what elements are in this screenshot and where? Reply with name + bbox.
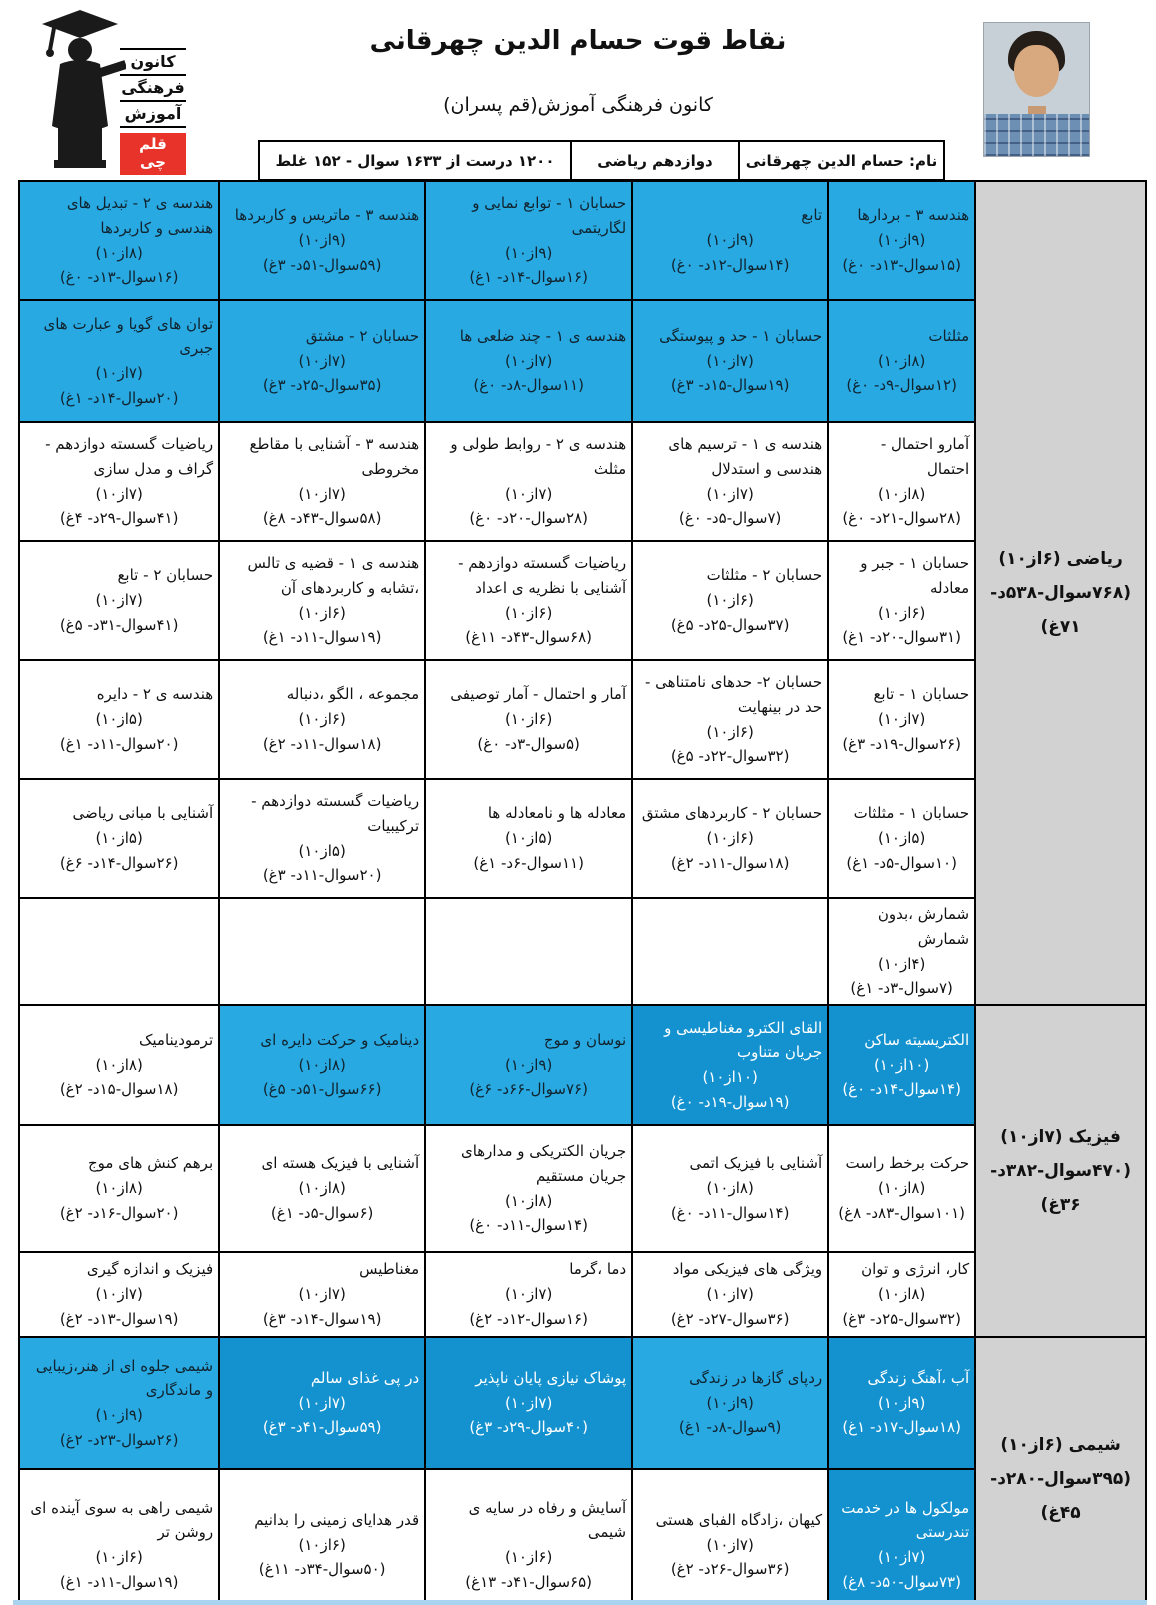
student-info-bar (258, 140, 945, 181)
topic-question-stats: (۱۱سوال-۸د- ۰غ) (473, 376, 584, 395)
topic-score: (۹از۱۰) (706, 231, 754, 250)
topic-cell (828, 541, 975, 660)
topic-score: (۶از۱۰) (504, 710, 553, 729)
logo-word: فرهنگی (120, 76, 186, 102)
topic-score: (۷از۱۰) (95, 1285, 143, 1304)
topic-score: (۶از۱۰) (504, 603, 553, 622)
topic-cell (19, 422, 219, 541)
topic-title: حسابان ۲ - کاربردهای مشتق (641, 804, 823, 823)
topic-question-stats: (۱۶سوال-۱۳د- ۰غ) (59, 268, 179, 287)
topic-score: (۴از۱۰) (877, 954, 926, 973)
empty-cell (632, 898, 828, 1005)
topic-question-stats: (۳۲سوال-۲۵د- ۳غ) (842, 1309, 961, 1328)
topic-title: حرکت برخط راست (845, 1154, 970, 1173)
topic-question-stats: (۵۹سوال-۴۱د- ۳غ) (262, 1418, 382, 1437)
topic-cell (425, 1252, 632, 1337)
topic-title: حسابان ۲ - مشتق (305, 326, 420, 345)
topic-cell (219, 300, 425, 422)
topic-score: (۹از۱۰) (706, 1393, 754, 1412)
topic-cell (828, 779, 975, 898)
topic-question-stats: (۱۸سوال-۱۱د- ۲غ) (262, 734, 382, 753)
topic-question-stats: (۳۵سوال-۲۵د- ۳غ) (262, 376, 382, 395)
topic-cell (632, 541, 828, 660)
table-row (19, 181, 1146, 300)
topic-question-stats: (۴۱سوال-۲۹د- ۴غ) (59, 509, 179, 528)
topic-score: (۹از۱۰) (504, 243, 553, 262)
topic-question-stats: (۲۰سوال-۱۶د- ۲غ) (59, 1203, 179, 1222)
topic-cell (425, 1125, 632, 1252)
topic-score: (۸از۱۰) (877, 484, 926, 503)
topic-cell (19, 1125, 219, 1252)
topic-question-stats: (۱۴سوال-۱۴د- ۰غ) (842, 1080, 961, 1099)
topic-question-stats: (۷۶سوال-۶۶د- ۶غ) (469, 1080, 588, 1099)
topic-question-stats: (۱۴سوال-۱۲د- ۰غ) (670, 255, 790, 274)
topic-question-stats: (۳۶سوال-۲۶د- ۲غ) (670, 1560, 790, 1579)
topic-score: (۷از۱۰) (298, 1393, 346, 1412)
topic-title: هندسه ی ۲ - تبدیل های هندسی و کاربردها (66, 194, 214, 237)
topic-title: حسابان ۱ - جبر و معادله (860, 554, 970, 597)
topic-title: آشنایی با فیزیک اتمی (689, 1154, 823, 1173)
strengths-table (18, 180, 1147, 1605)
topic-score: (۸از۱۰) (95, 1055, 143, 1074)
topic-cell (219, 1469, 425, 1605)
topic-title: برهم کنش های موج (88, 1154, 214, 1173)
topic-cell (425, 660, 632, 779)
topic-score: (۷از۱۰) (298, 1285, 346, 1304)
topic-cell (219, 660, 425, 779)
topic-question-stats: (۱۶سوال-۱۴د- ۱غ) (469, 268, 588, 287)
topic-question-stats: (۱۴سوال-۱۱د- ۰غ) (670, 1203, 790, 1222)
topic-question-stats: (۷سوال-۳د- ۱غ) (850, 979, 953, 998)
topic-cell (219, 1337, 425, 1469)
topic-question-stats: (۱۹سوال-۱۱د- ۱غ) (59, 1572, 179, 1591)
topic-title: شمارش ،بدون شمارش (877, 905, 970, 948)
topic-cell (828, 1005, 975, 1125)
topic-score: (۶از۱۰) (877, 603, 926, 622)
topic-cell (632, 1125, 828, 1252)
topic-score: (۷از۱۰) (504, 1285, 553, 1304)
topic-question-stats: (۴۱سوال-۳۱د- ۵غ) (59, 615, 179, 634)
empty-cell (219, 898, 425, 1005)
topic-score: (۸از۱۰) (877, 1179, 926, 1198)
topic-question-stats: (۲۸سوال-۲۱د- ۰غ) (842, 509, 961, 528)
topic-cell (425, 779, 632, 898)
report-header (0, 0, 1156, 180)
topic-score: (۹از۱۰) (95, 1406, 143, 1424)
topic-question-stats: (۳۱سوال-۲۰د- ۱غ) (842, 628, 961, 647)
topic-question-stats: (۲۶سوال-۱۹د- ۳غ) (842, 734, 961, 753)
topic-question-stats: (۶۶سوال-۵۱د- ۵غ) (262, 1080, 382, 1099)
topic-question-stats: (۲۰سوال-۱۱د- ۱غ) (59, 734, 179, 753)
topic-cell (828, 1125, 975, 1252)
topic-cell (828, 1469, 975, 1605)
topic-cell (19, 1005, 219, 1125)
topic-cell (425, 300, 632, 422)
topic-title: حسابان ۱ - حد و پیوستگی (659, 326, 823, 345)
topic-title: معادله ها و نامعادله ها (487, 804, 627, 823)
topic-score: (۹از۱۰) (877, 231, 926, 250)
topic-question-stats: (۲۸سوال-۲۰د- ۰غ) (469, 509, 588, 528)
student-name: نام: حسام الدین چهرقانی (738, 142, 943, 179)
table-row (19, 1337, 1146, 1469)
topic-title: مغناطیس (359, 1260, 420, 1279)
topic-cell (632, 1005, 828, 1125)
topic-title: هندسه ۳ - آشنایی با مقاطع مخروطی (249, 435, 420, 478)
topic-question-stats: (۱۶سوال-۱۲د- ۲غ) (469, 1309, 588, 1328)
topic-score: (۸از۱۰) (95, 1179, 143, 1198)
topic-title: ریاضیات گسسته دوازدهم - آشنایی با نظریه ی اعداد (458, 554, 627, 597)
topic-question-stats: (۱۱سوال-۶د- ۱غ) (473, 853, 584, 872)
student-grade: دوازدهم ریاضی (570, 142, 738, 179)
topic-score: (۹از۱۰) (504, 1055, 553, 1074)
topic-title: کیهان ،زادگاه الفبای هستی (655, 1510, 823, 1529)
photo-face (1014, 45, 1059, 97)
topic-score: (۷از۱۰) (504, 1393, 553, 1412)
topic-question-stats: (۳۲سوال-۲۲د- ۵غ) (670, 747, 790, 766)
topic-title: حسابان ۲ - تابع (117, 566, 214, 585)
topic-question-stats: (۶سوال-۵د- ۱غ) (270, 1203, 374, 1222)
topic-question-stats: (۶۵سوال-۴۱د- ۱۳غ) (465, 1572, 592, 1591)
topic-score: (۵از۱۰) (877, 829, 926, 848)
section-detail: (۳۹۵سوال-۲۸۰د- ۴۵غ) (990, 1469, 1131, 1523)
topic-title: حسابان ۲ - مثلثات (706, 566, 823, 585)
topic-question-stats: (۹سوال-۸د- ۱غ) (678, 1418, 782, 1437)
topic-title: مجموعه ، الگو ،دنباله (286, 685, 420, 704)
topic-score: (۷از۱۰) (95, 591, 143, 610)
topic-title: قدر هدایای زمینی را بدانیم (254, 1510, 420, 1529)
topic-question-stats: (۶۸سوال-۴۳د- ۱۱غ) (465, 628, 592, 647)
logo-word: آموزش (120, 102, 186, 128)
topic-cell (828, 1252, 975, 1337)
topic-score: (۱۰از۱۰) (873, 1055, 930, 1074)
topic-title: دینامیک و حرکت دایره ای (260, 1030, 420, 1049)
topic-score: (۷از۱۰) (706, 1285, 754, 1304)
topic-title: هندسه ۳ - ماتریس و کاربردها (234, 206, 420, 225)
topic-title: در پی غذای سالم (310, 1368, 420, 1387)
topic-question-stats: (۳۶سوال-۲۷د- ۲غ) (670, 1309, 790, 1328)
topic-title: توان های گویا و عبارت های جبری (43, 314, 214, 358)
topic-cell (828, 422, 975, 541)
topic-cell (632, 422, 828, 541)
topic-score: (۷از۱۰) (298, 351, 346, 370)
topic-title: دما ،گرما (569, 1260, 627, 1279)
topic-score: (۸از۱۰) (877, 1285, 926, 1304)
topic-title: ویژگی های فیزیکی مواد (672, 1260, 823, 1279)
topic-title: آشنایی با مبانی ریاضی (72, 804, 214, 823)
topic-score: (۶از۱۰) (706, 722, 754, 741)
topic-title: آشنایی با فیزیک هسته ای (261, 1154, 420, 1173)
topic-cell (632, 1252, 828, 1337)
topic-question-stats: (۲۰سوال-۱۱د- ۳غ) (262, 866, 382, 885)
topic-question-stats: (۵سوال-۳د- ۰غ) (477, 734, 580, 753)
topic-title: آب ،آهنگ زندگی (867, 1368, 970, 1387)
topic-score: (۵از۱۰) (95, 710, 143, 729)
topic-score: (۶از۱۰) (95, 1548, 143, 1566)
topic-question-stats: (۲۶سوال-۱۴د- ۶غ) (59, 853, 179, 872)
topic-score: (۸از۱۰) (95, 243, 143, 262)
topic-score: (۸از۱۰) (298, 1055, 346, 1074)
topic-score: (۷از۱۰) (877, 1548, 926, 1566)
topic-score: (۷از۱۰) (298, 484, 346, 503)
topic-cell (632, 1469, 828, 1605)
topic-score: (۶از۱۰) (706, 591, 754, 610)
topic-title: الکتریسیته ساکن (864, 1030, 970, 1049)
topic-cell (19, 1252, 219, 1337)
topic-title: ریاضیات گسسته دوازدهم - ترکیبیات (251, 792, 420, 835)
topic-cell (219, 422, 425, 541)
section-label-phys (975, 1005, 1146, 1337)
topic-score: (۸از۱۰) (298, 1179, 346, 1198)
topic-cell (219, 1252, 425, 1337)
topic-cell (425, 422, 632, 541)
topic-cell (828, 300, 975, 422)
topic-question-stats: (۵۸سوال-۴۳د- ۸غ) (262, 509, 382, 528)
topic-cell (19, 541, 219, 660)
topic-cell (632, 660, 828, 779)
topic-question-stats: (۷سوال-۵د- ۰غ) (678, 509, 782, 528)
topic-title: القای الکترو مغناطیسی و جریان متناوب (664, 1018, 823, 1062)
topic-cell (19, 1469, 219, 1605)
topic-question-stats: (۲۰سوال-۱۴د- ۱غ) (59, 388, 179, 407)
topic-cell (219, 181, 425, 300)
topic-question-stats: (۱۸سوال-۱۱د- ۲غ) (670, 853, 790, 872)
topic-score: (۶از۱۰) (504, 1548, 553, 1566)
section-name: فیزیک (۷از۱۰) (1000, 1127, 1121, 1147)
topic-title: نوسان و موج (543, 1030, 627, 1049)
topic-score: (۷از۱۰) (706, 484, 754, 503)
topic-cell (219, 779, 425, 898)
topic-score: (۹از۱۰) (877, 1393, 926, 1412)
topic-cell (19, 660, 219, 779)
topic-cell (219, 1125, 425, 1252)
topic-title: حسابان ۱ - تابع (873, 685, 970, 704)
topic-cell (828, 181, 975, 300)
topic-cell (632, 779, 828, 898)
topic-question-stats: (۱۹سوال-۱۳د- ۲غ) (59, 1309, 179, 1328)
topic-cell (632, 1337, 828, 1469)
topic-title: حسابان ۱ - توابع نمایی و لگاریتمی (472, 194, 627, 237)
topic-cell (425, 1337, 632, 1469)
topic-question-stats: (۱۰سوال-۵د- ۱غ) (846, 853, 957, 872)
topic-question-stats: (۱۴سوال-۱۱د- ۰غ) (469, 1216, 588, 1235)
topic-score: (۷از۱۰) (877, 710, 926, 729)
topic-question-stats: (۱۹سوال-۱۱د- ۱غ) (262, 628, 382, 647)
topic-cell (828, 660, 975, 779)
topic-cell (19, 181, 219, 300)
topic-question-stats: (۲۶سوال-۲۳د- ۲غ) (59, 1430, 179, 1449)
topic-title: پوشاک نیازی پایان ناپذیر (475, 1368, 627, 1387)
topic-title: مولکول ها در خدمت تندرستی (841, 1498, 970, 1542)
topic-title: هندسه ی ۲ - روابط طولی و مثلث (450, 435, 627, 478)
topic-title: تابع (801, 206, 823, 225)
topic-score: (۶از۱۰) (298, 603, 346, 622)
topic-cell (425, 181, 632, 300)
topic-question-stats: (۱۹سوال-۱۴د- ۳غ) (262, 1309, 382, 1328)
topic-title: ترمودینامیک (138, 1030, 214, 1049)
topic-cell (425, 1005, 632, 1125)
topic-score: (۵از۱۰) (95, 829, 143, 848)
topic-score: (۷از۱۰) (706, 351, 754, 370)
topic-title: شیمی راهی به سوی آینده ای روشن تر (30, 1498, 214, 1542)
topic-question-stats: (۷۳سوال-۵۰د- ۸غ) (842, 1572, 961, 1591)
topic-score: (۷از۱۰) (95, 364, 143, 382)
topic-question-stats: (۳۷سوال-۲۵د- ۵غ) (670, 615, 790, 634)
topic-score: (۶از۱۰) (298, 1535, 346, 1554)
student-photo (983, 22, 1090, 157)
topic-score: (۸از۱۰) (504, 1191, 553, 1210)
topic-title: هندسه ۳ - بردارها (857, 206, 970, 225)
photo-shirt (984, 114, 1089, 156)
page-subtitle: کانون فرهنگی آموزش(قم پسران) (443, 94, 713, 116)
topic-cell (632, 300, 828, 422)
topic-question-stats: (۱۹سوال-۱۹د- ۰غ) (670, 1092, 790, 1111)
topic-cell (219, 541, 425, 660)
topic-title: حسابان ۱ - مثلثات (853, 804, 970, 823)
topic-title: هندسه ی ۱ - ترسیم های هندسی و استدلال (668, 435, 823, 478)
topic-title: کار، انرژی و توان (861, 1260, 970, 1279)
topic-score: (۸از۱۰) (706, 1179, 754, 1198)
topic-question-stats: (۴۰سوال-۲۹د- ۳غ) (469, 1418, 588, 1437)
topic-title: ردپای گازها در زندگی (689, 1368, 823, 1387)
student-total-stats: ۱۲۰۰ درست از ۱۶۳۳ سوال - ۱۵۲ غلط (275, 151, 555, 170)
topic-score: (۷از۱۰) (95, 484, 143, 503)
topic-score: (۷از۱۰) (504, 484, 553, 503)
topic-question-stats: (۱۲سوال-۹د- ۰غ) (846, 376, 957, 395)
topic-cell (828, 898, 975, 1005)
ghalamchi-badge: قلم چی (120, 133, 186, 175)
topic-title: هندسه ی ۱ - چند ضلعی ها (459, 326, 627, 345)
page-title: نقاط قوت حسام الدین چهرقانی (369, 26, 787, 56)
empty-cell (19, 898, 219, 1005)
topic-title: آسایش و رفاه در سایه ی شیمی (468, 1498, 627, 1542)
topic-question-stats: (۱۹سوال-۱۵د- ۳غ) (670, 376, 790, 395)
topic-cell (425, 1469, 632, 1605)
logo-word: کانون (120, 48, 186, 76)
topic-cell (19, 779, 219, 898)
topic-score: (۵از۱۰) (504, 829, 553, 848)
topic-title: فیزیک و اندازه گیری (86, 1260, 214, 1279)
table-row (19, 1005, 1146, 1125)
topic-cell (632, 181, 828, 300)
topic-title: مثلثات (928, 326, 970, 345)
empty-cell (425, 898, 632, 1005)
topic-score: (۶از۱۰) (298, 710, 346, 729)
topic-score: (۷از۱۰) (706, 1535, 754, 1554)
section-label-math (975, 181, 1146, 1005)
topic-score: (۹از۱۰) (298, 231, 346, 250)
topic-score: (۶از۱۰) (706, 829, 754, 848)
topic-cell (19, 1337, 219, 1469)
topic-question-stats: (۱۸سوال-۱۵د- ۲غ) (59, 1080, 179, 1099)
topic-cell (219, 1005, 425, 1125)
topic-title: شیمی جلوه ای از هنر،زیبایی و ماندگاری (35, 1356, 214, 1400)
section-name: شیمی (۶از۱۰) (1000, 1435, 1121, 1455)
section-label-chem (975, 1337, 1146, 1605)
topic-question-stats: (۵۹سوال-۵۱د- ۳غ) (262, 255, 382, 274)
topic-title: آمارو احتمال - احتمال (880, 435, 970, 478)
topic-question-stats: (۵۰سوال-۳۴د- ۱۱غ) (258, 1560, 386, 1579)
topic-cell (425, 541, 632, 660)
section-detail: (۷۶۸سوال-۵۳۸د- ۷۱غ) (990, 583, 1131, 637)
topic-title: هندسه ی ۲ - دایره (96, 685, 214, 704)
section-name: ریاضی (۶از۱۰) (998, 549, 1123, 569)
topic-title: آمار و احتمال - آمار توصیفی (450, 685, 627, 704)
topic-title: هندسه ی ۱ - قضیه ی تالس ،تشابه و کاربردهای آن (247, 554, 420, 597)
topic-question-stats: (۱۵سوال-۱۳د- ۰غ) (842, 255, 961, 274)
topic-title: جریان الکتریکی و مدارهای جریان مستقیم (460, 1142, 627, 1185)
topic-score: (۱۰از۱۰) (702, 1068, 758, 1086)
section-detail: (۴۷۰سوال-۳۸۲د- ۳۶غ) (990, 1161, 1131, 1215)
topic-score: (۵از۱۰) (298, 841, 346, 860)
topic-question-stats: (۱۸سوال-۱۷د- ۱غ) (842, 1418, 961, 1437)
topic-score: (۷از۱۰) (504, 351, 553, 370)
topic-cell (828, 1337, 975, 1469)
cut-off-next-row-strip (13, 1600, 1147, 1605)
topic-cell (19, 300, 219, 422)
topic-score: (۸از۱۰) (877, 351, 926, 370)
topic-question-stats: (۱۰۱سوال-۸۳د- ۸غ) (838, 1203, 965, 1222)
topic-title: حسابان ۲- حدهای نامتناهی - حد در بینهایت (645, 673, 823, 716)
topic-title: ریاضیات گسسته دوازدهم - گراف و مدل سازی (45, 435, 214, 478)
